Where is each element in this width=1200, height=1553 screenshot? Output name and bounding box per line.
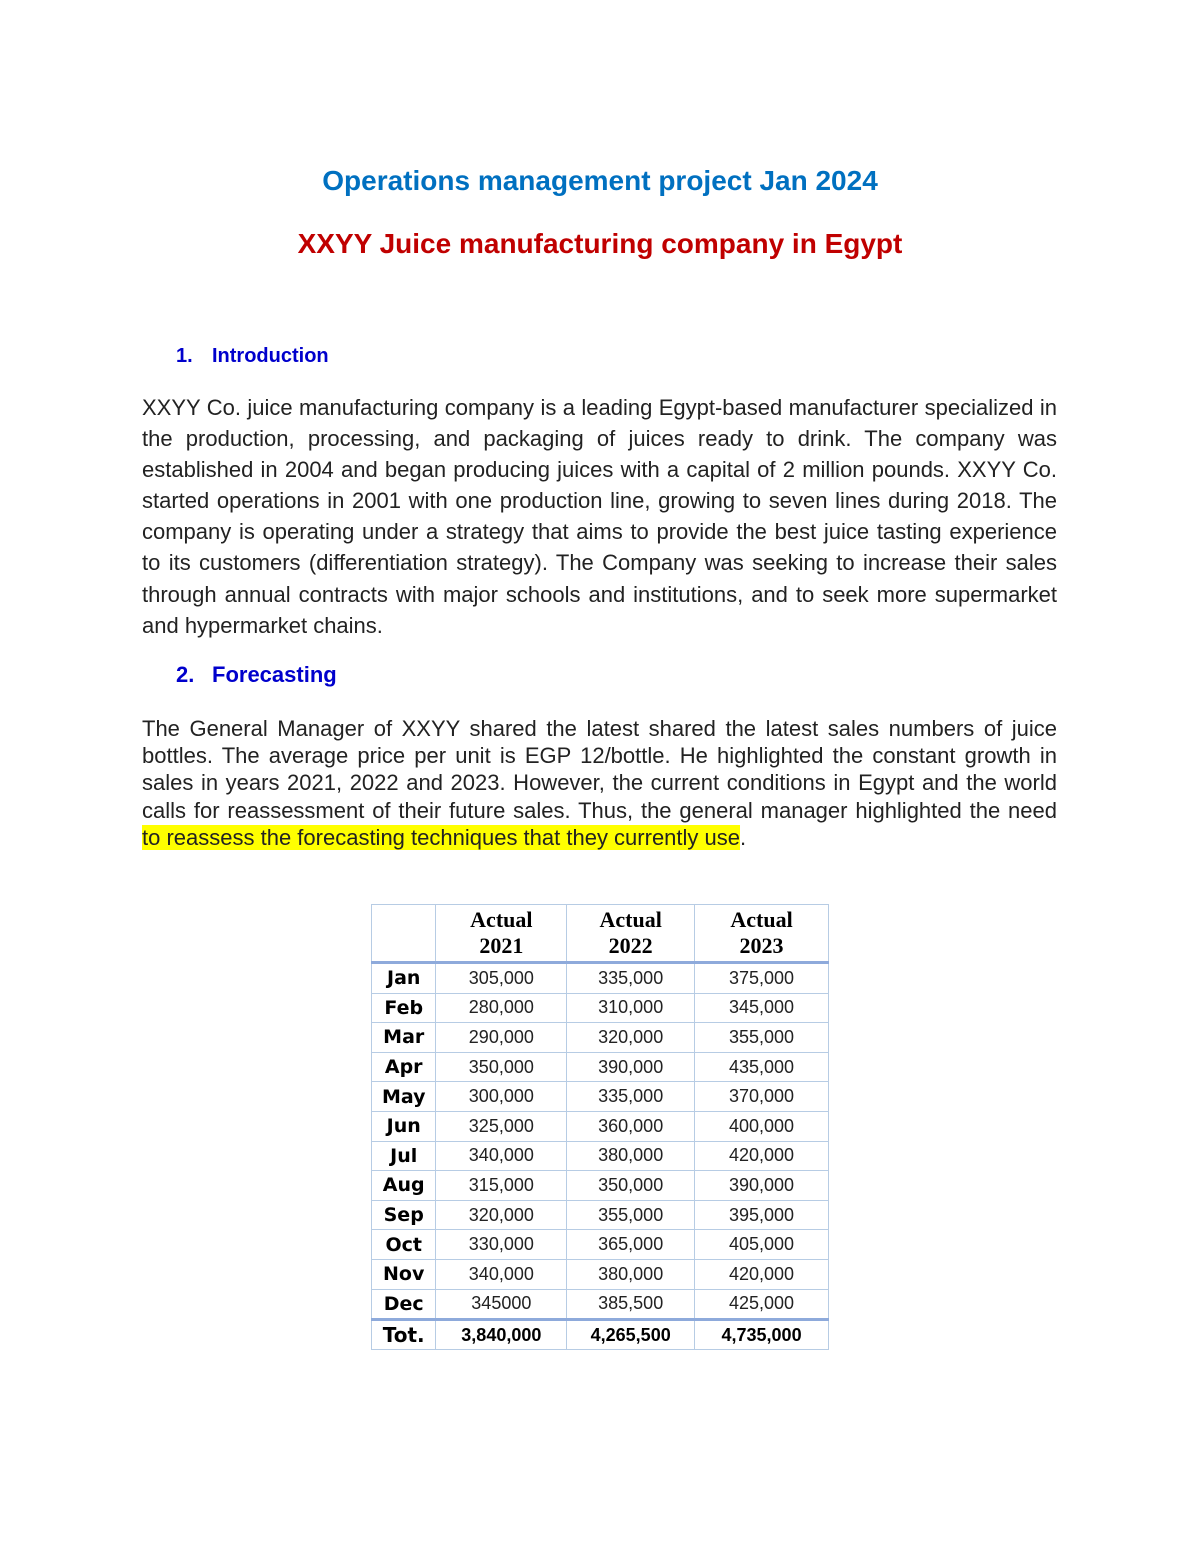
- month-cell: Jul: [372, 1141, 436, 1171]
- value-cell: 330,000: [436, 1230, 567, 1260]
- value-cell: 320,000: [567, 1023, 695, 1053]
- value-cell: 300,000: [436, 1082, 567, 1112]
- value-cell: 345000: [436, 1289, 567, 1320]
- table-row: [372, 1171, 829, 1201]
- section-title: Forecasting: [212, 662, 337, 687]
- value-cell: 370,000: [695, 1082, 829, 1112]
- table-row: [372, 1082, 829, 1112]
- section-number: 1.: [176, 345, 193, 367]
- value-cell: 280,000: [436, 993, 567, 1023]
- value-cell: 380,000: [567, 1259, 695, 1289]
- value-cell: 395,000: [695, 1200, 829, 1230]
- month-cell: Sep: [372, 1200, 436, 1230]
- value-cell: 340,000: [436, 1259, 567, 1289]
- column-header-year: 2022: [608, 933, 653, 958]
- value-cell: 325,000: [436, 1111, 567, 1141]
- section-title: Introduction: [212, 345, 329, 367]
- introduction-paragraph: XXYY Co. juice manufacturing company is a leading Egypt-based manufacturer specialized in the production, processing, and packaging of juices ready to drink. The company was established in 2004 and began producing juices with a capital of 2 million pounds. XXYY Co. started operations in 2001 with one production line, growing to seven lines during 2018. The company is operating under a strategy that aims to provide the best juice tasting experience to its customers (differentiation strategy). The Company was seeking to increase their sales through annual contracts with major schools and institutions, and to seek more supermarket and hypermarket chains.: [142, 395, 1057, 638]
- document-title: Operations management project Jan 2024: [322, 165, 878, 196]
- month-cell: Jan: [372, 963, 436, 994]
- column-header: [567, 905, 695, 963]
- value-cell: 340,000: [436, 1141, 567, 1171]
- value-cell: 360,000: [567, 1111, 695, 1141]
- value-cell: 305,000: [436, 963, 567, 994]
- table-corner-cell: [372, 905, 436, 963]
- table-row: [372, 1141, 829, 1171]
- value-cell: 315,000: [436, 1171, 567, 1201]
- month-cell: May: [372, 1082, 436, 1112]
- paragraph-text: The General Manager of XXYY shared the latest shared the latest sales numbers of juice bottles. The average price per unit is EGP 12/bottle. He highlighted the constant growth in sales in years 2021, 2022 and 2023. However, the current conditions in Egypt and the world calls for reassessment of their future sales. Thus, the general manager highlighted the need: [142, 716, 1057, 823]
- month-cell: Oct: [372, 1230, 436, 1260]
- section-heading-forecasting: [176, 662, 337, 688]
- value-cell: 350,000: [436, 1052, 567, 1082]
- table-row: [372, 1023, 829, 1053]
- value-cell: 380,000: [567, 1141, 695, 1171]
- table-row: [372, 1230, 829, 1260]
- month-cell: Aug: [372, 1171, 436, 1201]
- column-header-label: Actual: [730, 907, 793, 932]
- value-cell: 310,000: [567, 993, 695, 1023]
- section-heading-introduction: [176, 345, 329, 368]
- sales-table: [371, 904, 829, 1350]
- value-cell: 390,000: [567, 1052, 695, 1082]
- column-header-label: Actual: [599, 907, 662, 932]
- table-row: [372, 1052, 829, 1082]
- value-cell: 345,000: [695, 993, 829, 1023]
- value-cell: 425,000: [695, 1289, 829, 1320]
- total-value-cell: 4,735,000: [695, 1320, 829, 1350]
- table-row: [372, 963, 829, 994]
- month-cell: Apr: [372, 1052, 436, 1082]
- value-cell: 365,000: [567, 1230, 695, 1260]
- paragraph-text-end: .: [740, 824, 747, 850]
- value-cell: 290,000: [436, 1023, 567, 1053]
- table-header-row: [372, 905, 829, 963]
- table-total-row: [372, 1320, 829, 1350]
- column-header-label: Actual: [470, 907, 533, 932]
- value-cell: 385,500: [567, 1289, 695, 1320]
- value-cell: 420,000: [695, 1259, 829, 1289]
- total-value-cell: 3,840,000: [436, 1320, 567, 1350]
- value-cell: 335,000: [567, 1082, 695, 1112]
- value-cell: 435,000: [695, 1052, 829, 1082]
- month-cell: Dec: [372, 1289, 436, 1320]
- value-cell: 355,000: [567, 1200, 695, 1230]
- value-cell: 420,000: [695, 1141, 829, 1171]
- forecasting-paragraph: [142, 715, 1057, 851]
- table-row: [372, 1200, 829, 1230]
- column-header: [695, 905, 829, 963]
- value-cell: 320,000: [436, 1200, 567, 1230]
- total-value-cell: 4,265,500: [567, 1320, 695, 1350]
- month-cell: Jun: [372, 1111, 436, 1141]
- value-cell: 390,000: [695, 1171, 829, 1201]
- highlighted-text: to reassess the forecasting techniques that they currently use: [142, 824, 740, 850]
- table-row: [372, 1111, 829, 1141]
- document-subtitle: XXYY Juice manufacturing company in Egypt: [297, 228, 903, 259]
- value-cell: 405,000: [695, 1230, 829, 1260]
- month-cell: Feb: [372, 993, 436, 1023]
- column-header-year: 2021: [479, 933, 524, 958]
- month-cell: Nov: [372, 1259, 436, 1289]
- column-header: [436, 905, 567, 963]
- value-cell: 335,000: [567, 963, 695, 994]
- total-label-cell: Tot.: [372, 1320, 436, 1350]
- value-cell: 355,000: [695, 1023, 829, 1053]
- table-row: [372, 993, 829, 1023]
- table-row: [372, 1289, 829, 1320]
- column-header-year: 2023: [739, 933, 784, 958]
- table-row: [372, 1259, 829, 1289]
- value-cell: 375,000: [695, 963, 829, 994]
- month-cell: Mar: [372, 1023, 436, 1053]
- value-cell: 400,000: [695, 1111, 829, 1141]
- value-cell: 350,000: [567, 1171, 695, 1201]
- section-number: 2.: [176, 662, 195, 687]
